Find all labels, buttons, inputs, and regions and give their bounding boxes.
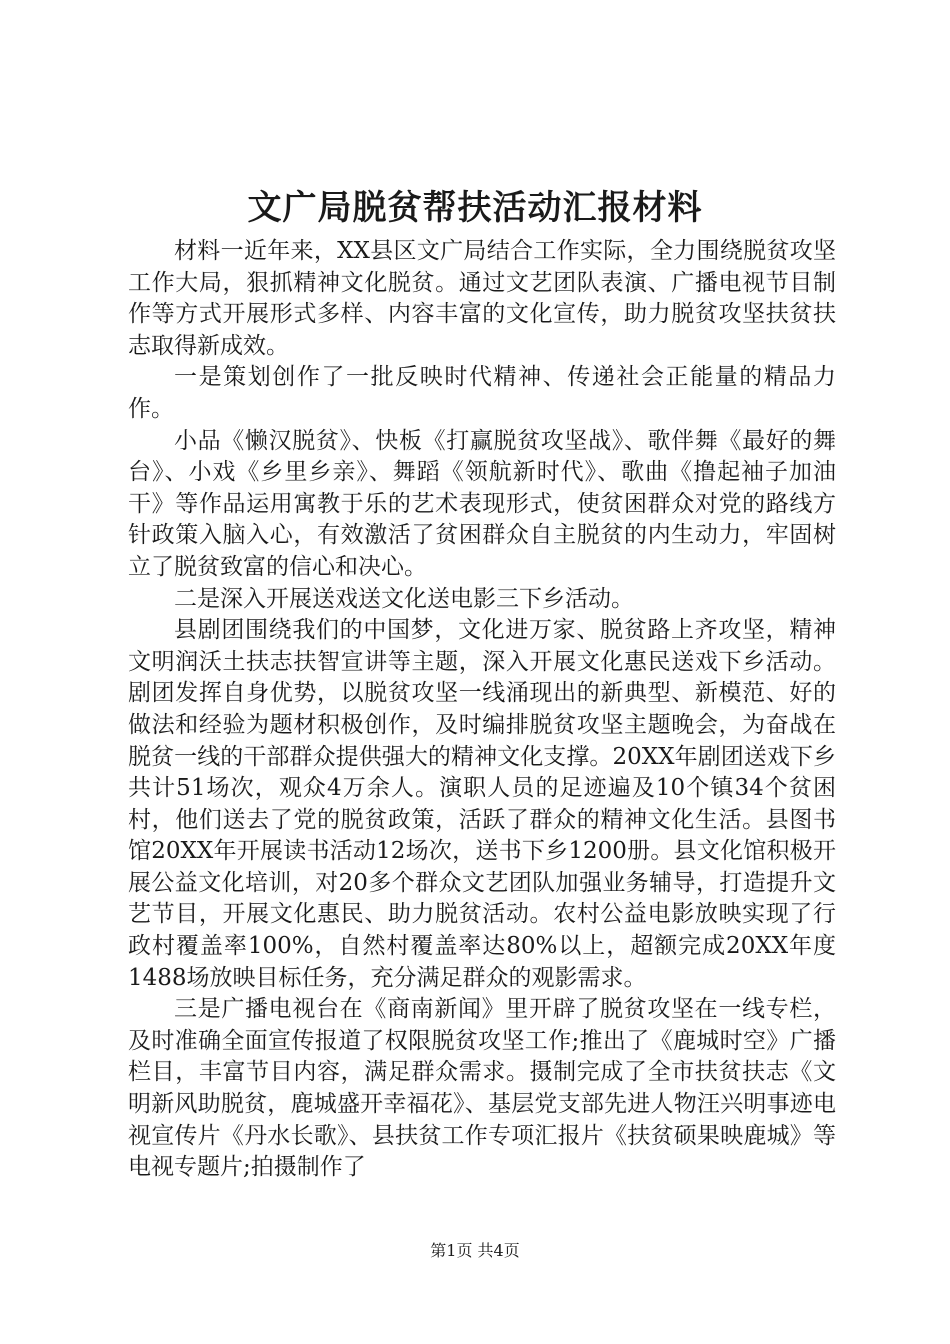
page-footer: 第1页 共4页 [430, 1241, 520, 1260]
document-body [128, 236, 836, 1184]
paragraph-heading-one: 一是策划创作了一批反映时代精神、传递社会正能量的精品力作。 [128, 364, 836, 422]
paragraph-broadcast: 三是广播电视台在《商南新闻》里开辟了脱贫攻坚在一线专栏，及时准确全面宣传报道了权限脱贫攻坚工作;推出了《鹿城时空》广播栏目，丰富节目内容，满足群众需求。摄制完成了全市扶贫扶志《文明新风助脱贫，鹿城盛开幸福花》、基层党支部先进人物汪兴明事迹电视宣传片《丹水长歌》、县扶贫工作专项汇报片《扶贫硕果映鹿城》等电视专题片;拍摄制作了 [128, 996, 836, 1181]
paragraph-troupe: 县剧团围绕我们的中国梦，文化进万家、脱贫路上齐攻坚，精神文明润沃土扶志扶智宣讲等主题，深入开展文化惠民送戏下乡活动。剧团发挥自身优势，以脱贫攻坚一线涌现出的新典型、新模范、好的做法和经验为题材积极创作，及时编排脱贫攻坚主题晚会，为奋战在脱贫一线的干部群众提供强大的精神文化支撑。20XX年剧团送戏下乡共计51场次，观众4万余人。演职人员的足迹遍及10个镇34个贫困村，他们送去了党的脱贫政策，活跃了群众的精神文化生活。县图书馆20XX年开展读书活动12场次，送书下乡1200册。县文化馆积极开展公益文化培训，对20多个群众文艺团队加强业务辅导，打造提升文艺节目，开展文化惠民、助力脱贫活动。农村公益电影放映实现了行政村覆盖率100%，自然村覆盖率达80%以上，超额完成20XX年度1488场放映目标任务，充分满足群众的观影需求。 [128, 617, 836, 991]
paragraph-works: 小品《懒汉脱贫》、快板《打赢脱贫攻坚战》、歌伴舞《最好的舞台》、小戏《乡里乡亲》、舞蹈《领航新时代》、歌曲《撸起袖子加油干》等作品运用寓教于乐的艺术表现形式，使贫困群众对党的路线方针政策入脑入心，有效激活了贫困群众自主脱贫的内生动力，牢固树立了脱贫致富的信心和决心。 [128, 427, 836, 580]
paragraph-heading-two: 二是深入开展送戏送文化送电影三下乡活动。 [174, 585, 634, 612]
paragraph-intro: 材料一近年来，XX县区文广局结合工作实际，全力围绕脱贫攻坚工作大局，狠抓精神文化脱贫。通过文艺团队表演、广播电视节目制作等方式开展形式多样、内容丰富的文化宣传，助力脱贫攻坚扶贫扶志取得新成效。 [128, 238, 836, 359]
document-title: 文广局脱贫帮扶活动汇报材料 [247, 188, 703, 228]
